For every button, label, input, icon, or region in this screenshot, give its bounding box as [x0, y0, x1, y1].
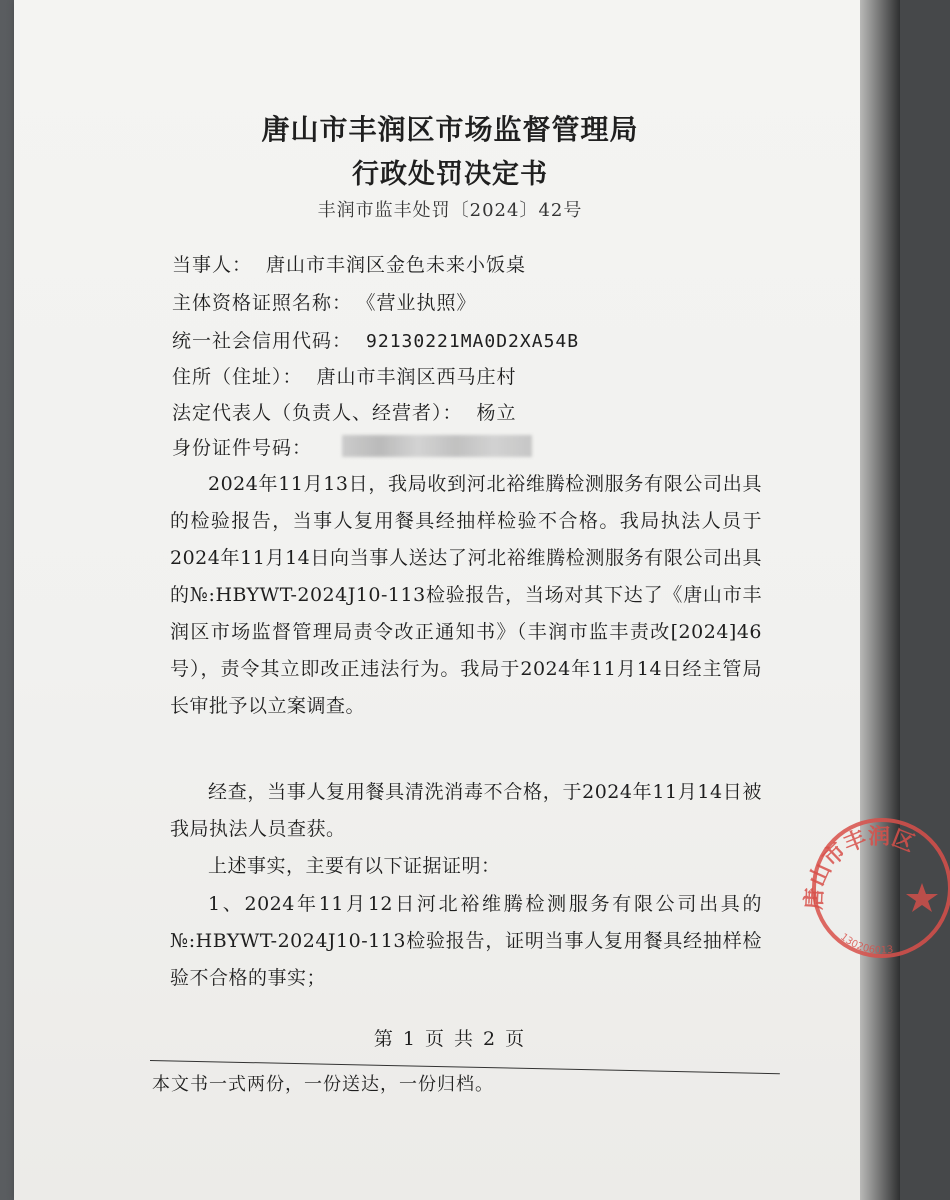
document-title: 行政处罚决定书	[352, 159, 548, 190]
svg-text:唐山市丰润区	[801, 824, 918, 911]
field-address	[172, 362, 517, 389]
field-label: 主体资格证照名称：	[172, 292, 353, 314]
svg-text:130206013	[838, 932, 894, 957]
field-label: 身份证件号码：	[172, 437, 313, 459]
field-party	[172, 250, 526, 277]
field-label: 住所（住址）：	[172, 366, 303, 388]
document-issuer: 唐山市丰润区市场监督管理局	[261, 113, 639, 146]
redacted-id-number	[342, 435, 532, 457]
paragraph-evidence-1: 1、2024年11月12日河北裕维腾检测服务有限公司出具的№:HBYWT-2024J10-113检验报告，证明当事人复用餐具经抽样检验不合格的事实；	[170, 893, 762, 989]
field-label: 当事人：	[172, 254, 253, 276]
field-value: 杨立	[476, 402, 517, 424]
field-value: 唐山市丰润区金色未来小饭桌	[266, 254, 527, 276]
paragraph-findings: 经查，当事人复用餐具清洗消毒不合格，于2024年11月14日被我局执法人员查获。	[170, 781, 762, 840]
field-credit-code	[172, 326, 579, 353]
paragraph-background: 2024年11月13日，我局收到河北裕维腾检测服务有限公司出具的检验报告，当事人复用餐具经抽样检验不合格。我局执法人员于2024年11月14日向当事人送达了河北裕维腾检测服务有限公司出具的№:HBYWT-2024J10-113检验报告，当场对其下达了《唐山市丰润区市场监督管理局责令改正通知书》（丰润市监丰责改[2024]46号），责令其立即改正违法行为。我局于2024年11月14日经主管局长审批予以立案调查。	[170, 473, 762, 717]
field-value: 《营业执照》	[366, 292, 477, 314]
field-label: 法定代表人（负责人、经营者）：	[172, 402, 463, 424]
page-number: 第 1 页 共 2 页	[373, 1028, 527, 1050]
footer-note: 本文书一式两份，一份送达，一份归档。	[152, 1074, 494, 1095]
seal-star-icon	[906, 883, 938, 912]
seal-code: 130206013	[837, 931, 895, 957]
document-number: 丰润市监丰处罚〔2024〕42号	[317, 200, 583, 221]
seal-text: 唐山市丰润区	[800, 823, 919, 911]
official-seal	[800, 810, 950, 960]
field-id-number	[172, 433, 326, 460]
field-value: 92130221MA0D2XA54B	[366, 331, 580, 352]
field-license-name	[172, 288, 477, 315]
field-legal-representative	[172, 398, 517, 425]
field-label: 统一社会信用代码：	[172, 330, 353, 352]
paragraph-evidence-intro: 上述事实，主要有以下证据证明：	[208, 855, 501, 877]
field-value: 唐山市丰润区西马庄村	[316, 366, 517, 388]
